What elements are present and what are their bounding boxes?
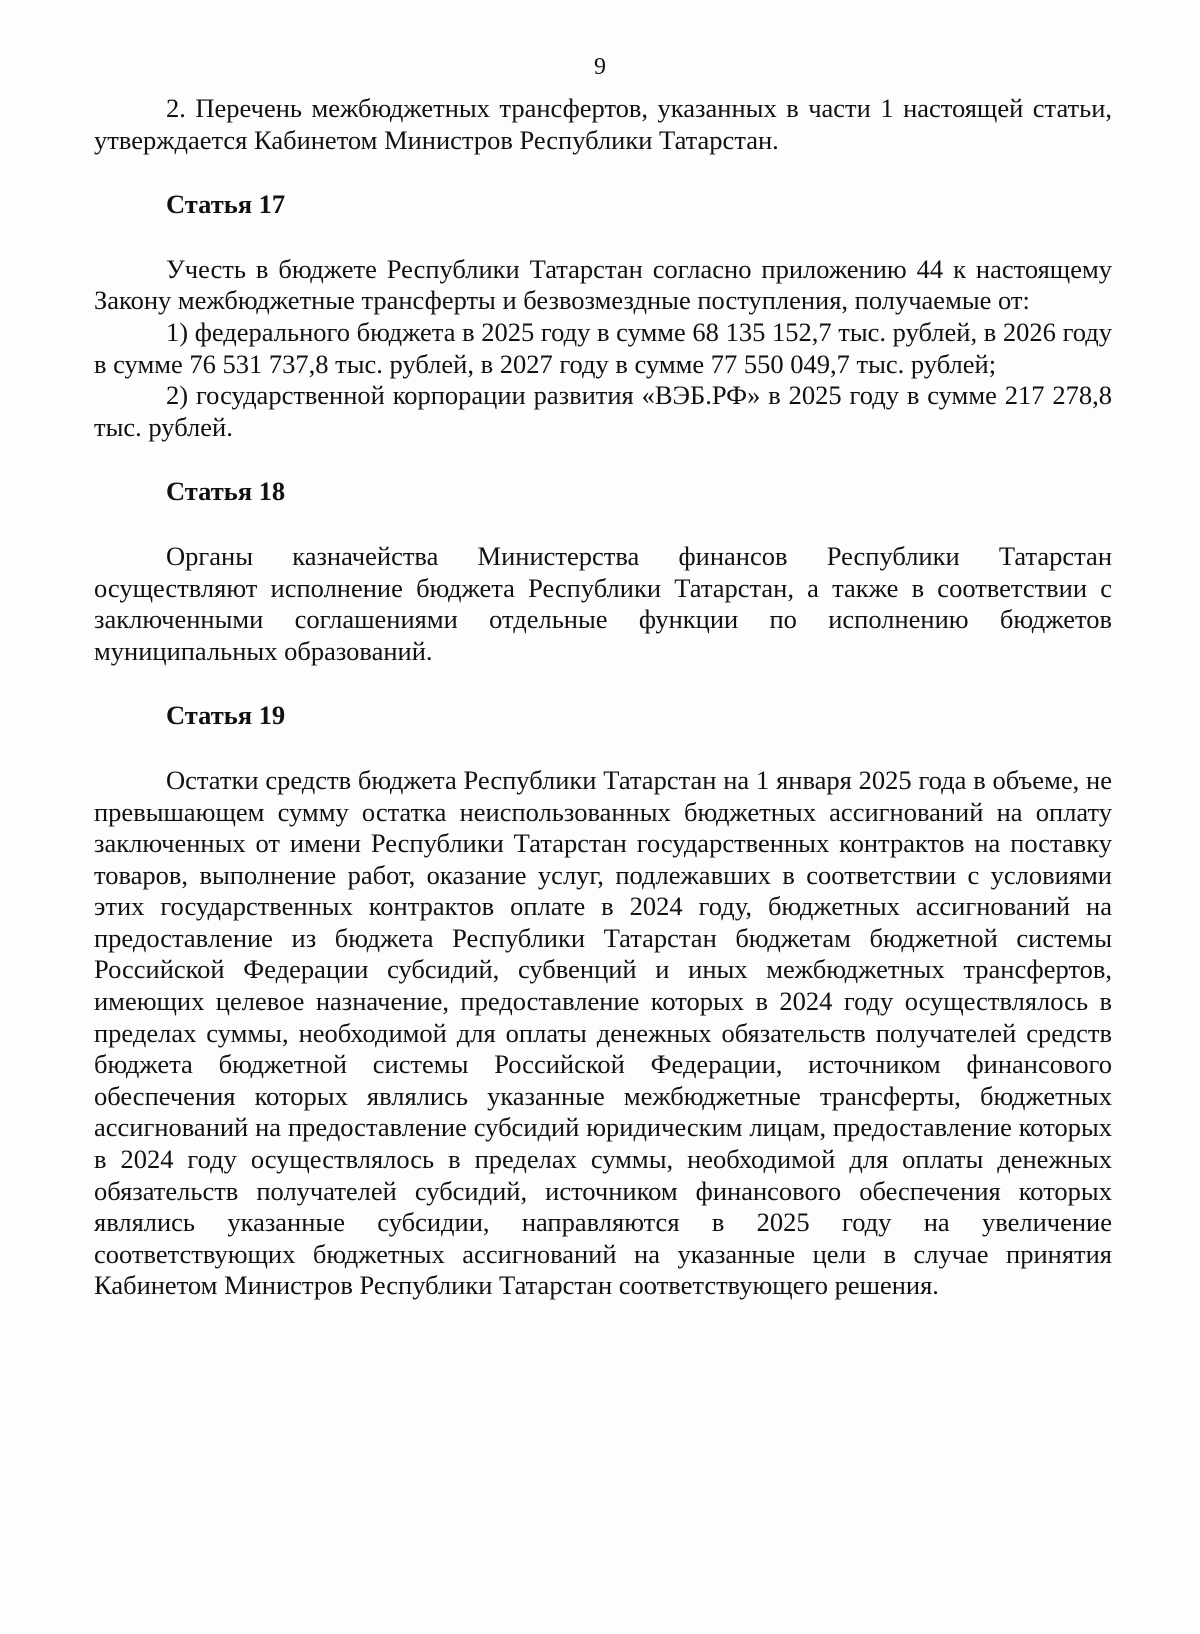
- article-17-item-2: 2) государственной корпорации развития «ВЭБ.РФ» в 2025 году в сумме 217 278,8 тыс. рублей.: [94, 380, 1112, 442]
- page-number: 9: [594, 54, 606, 80]
- document-body: [94, 93, 1112, 1302]
- article-18-text: Органы казначейства Министерства финансов Республики Татарстан осуществляют исполнение бюджета Республики Татарстан, а также в соответствии с заключенными соглашениями отдельные функции по исполнению бюджетов муниципальных образований.: [94, 540, 1112, 666]
- article-17-item-1: 1) федерального бюджета в 2025 году в сумме 68 135 152,7 тыс. рублей, в 2026 году в сумме 76 531 737,8 тыс. рублей, в 2027 году в сумме 77 550 049,7 тыс. рублей;: [94, 316, 1112, 379]
- paragraph-intro: 2. Перечень межбюджетных трансфертов, указанных в части 1 настоящей статьи, утверждается Кабинетом Министров Республики Татарстан.: [94, 93, 1112, 155]
- article-17-heading: Статья 17: [166, 189, 286, 220]
- article-17-intro: Учесть в бюджете Республики Татарстан согласно приложению 44 к настоящему Закону межбюджетные трансферты и безвозмездные поступления, получаемые от:: [94, 253, 1112, 316]
- article-19-text: Остатки средств бюджета Республики Татарстан на 1 января 2025 года в объеме, не превышающем сумму остатка неиспользованных бюджетных ассигнований на оплату заключенных от имени Республики Татарстан государственных контрактов на поставку товаров, выполнение работ, оказание услуг, подлежавших в соответствии с условиями этих государственных контрактов оплате в 2024 году, бюджетных ассигнований на предоставление из бюджета Республики Татарстан бюджетам бюджетной системы Российской Федерации субсидий, субвенций и иных межбюджетных трансфертов, имеющих целевое назначение, предоставление которых в 2024 году осуществлялось в пределах суммы, необходимой для оплаты денежных обязательств получателей средств бюджета бюджетной системы Российской Федерации, источником финансового обеспечения которых являлись указанные межбюджетные трансферты, бюджетных ассигнований на предоставление субсидий юридическим лицам, предоставление которых в 2024 году осуществлялось в пределах суммы, необходимой для оплаты денежных обязательств получателей субсидий, источником финансового обеспечения которых являлись указанные субсидии, направляются в 2025 году на увеличение соответствующих бюджетных ассигнований на указанные цели в случае принятия Кабинетом Министров Республики Татарстан соответствующего решения.: [94, 764, 1112, 1301]
- article-19-heading: Статья 19: [166, 700, 286, 731]
- article-18-heading: Статья 18: [166, 476, 286, 507]
